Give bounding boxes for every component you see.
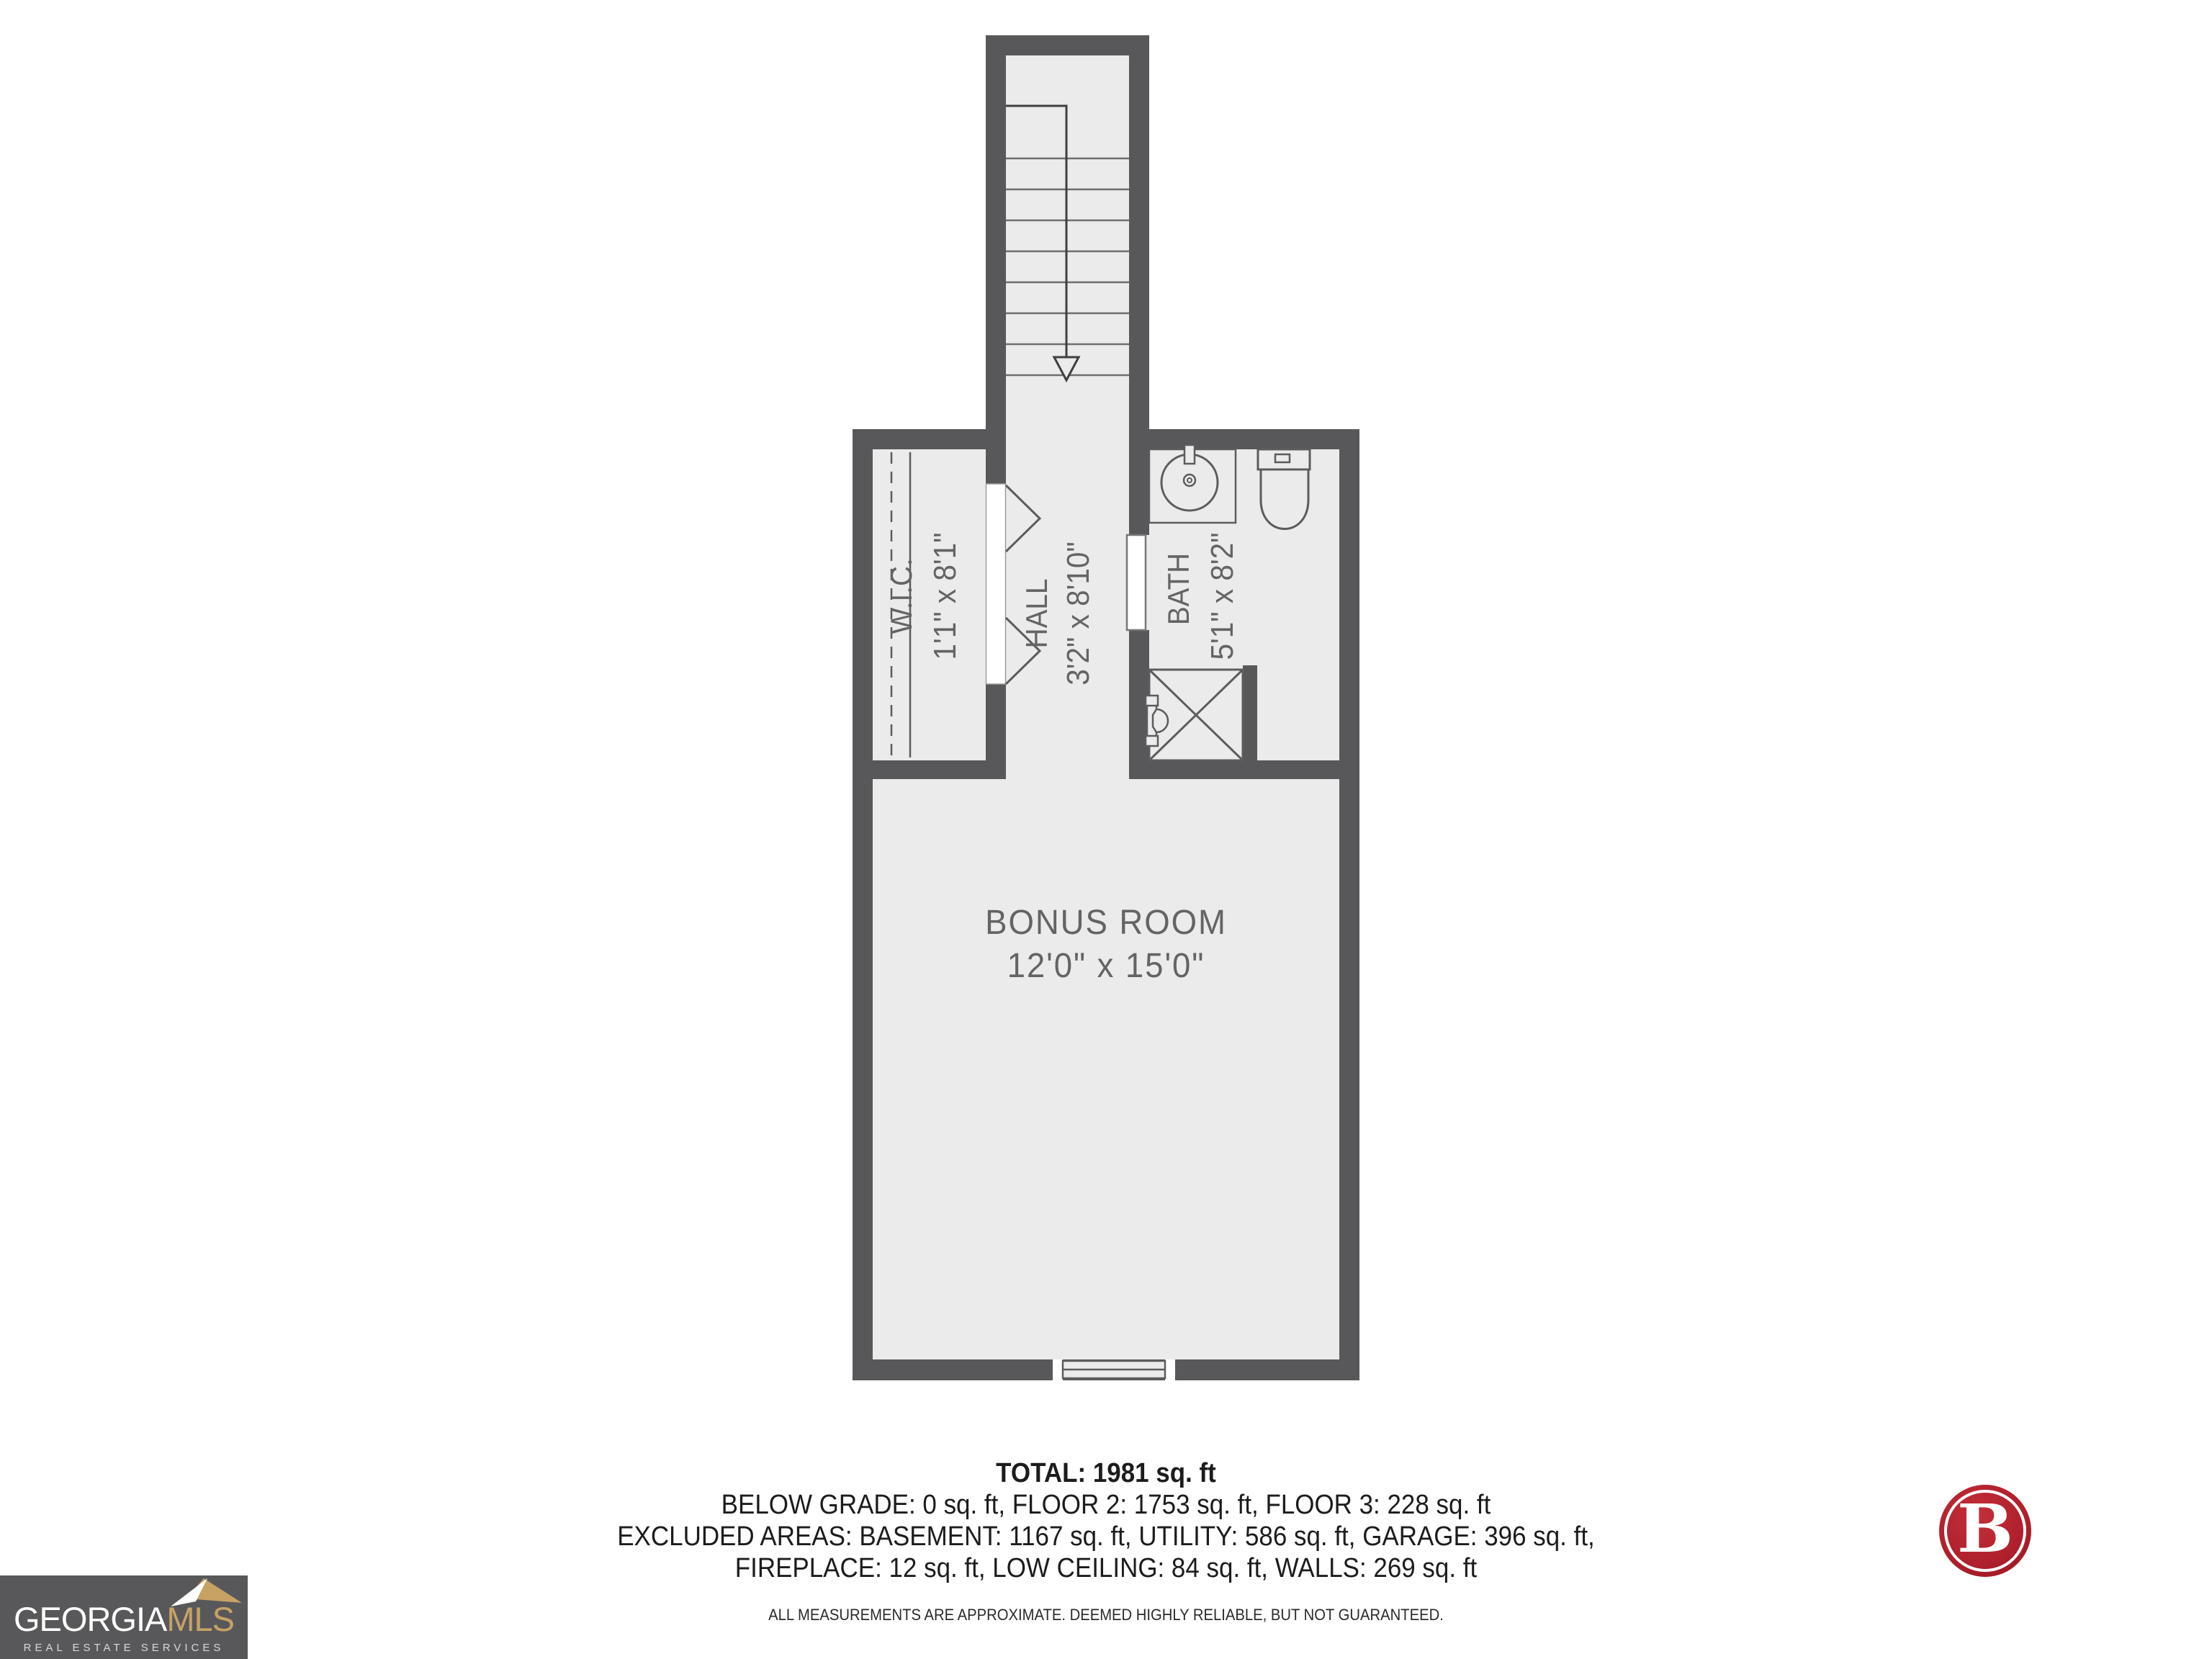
bath-room-dims: 5'1" x 8'2" [1205, 532, 1240, 660]
logo-tagline: REAL ESTATE SERVICES [23, 1642, 225, 1654]
sink-icon [1149, 445, 1236, 523]
logo-text-accent: MLS [166, 1600, 234, 1638]
wic-room-dims: 1'1" x 8'1" [927, 532, 963, 660]
georgia-mls-wordmark [0, 1601, 248, 1637]
fixtures-layer [828, 0, 1404, 1440]
excluded-area-line2: FIREPLACE: 12 sq. ft, LOW CEILING: 84 sq. ft, WALLS: 269 sq. ft [734, 1553, 1478, 1583]
toilet-icon [1258, 449, 1310, 529]
bonus-room-dims: 12'0" x 15'0" [1007, 947, 1205, 985]
wic-room-label: W.I.C. [884, 558, 918, 634]
bonus-room-label: BONUS ROOM [985, 904, 1227, 942]
badge-letter: B [1957, 1490, 2013, 1568]
hall-room-label: HALL [1020, 578, 1053, 649]
bath-door-icon [1127, 535, 1146, 630]
hall-room-dims: 3'2" x 8'10" [1061, 541, 1096, 685]
excluded-area-line: EXCLUDED AREAS: BASEMENT: 1167 sq. ft, UTILITY: 586 sq. ft, GARAGE: 396 sq. ft, [617, 1521, 1595, 1552]
logo-text-primary: GEORGIA [13, 1600, 167, 1638]
bath-room-label: BATH [1161, 552, 1195, 626]
floors-area-line: BELOW GRADE: 0 sq. ft, FLOOR 2: 1753 sq. ft, FLOOR 3: 228 sq. ft [721, 1490, 1491, 1520]
window-icon [1053, 1359, 1175, 1380]
broker-b-badge [1939, 1485, 2031, 1577]
total-area-line: TOTAL: 1981 sq. ft [996, 1458, 1216, 1488]
georgia-mls-logo [0, 1575, 248, 1659]
stairs-down-arrow-icon [1006, 106, 1079, 380]
shower-icon [1146, 670, 1243, 760]
disclaimer-text: ALL MEASUREMENTS ARE APPROXIMATE. DEEMED HIGHLY RELIABLE, BUT NOT GUARANTEED. [768, 1606, 1444, 1624]
area-summary [89, 1457, 2123, 1584]
